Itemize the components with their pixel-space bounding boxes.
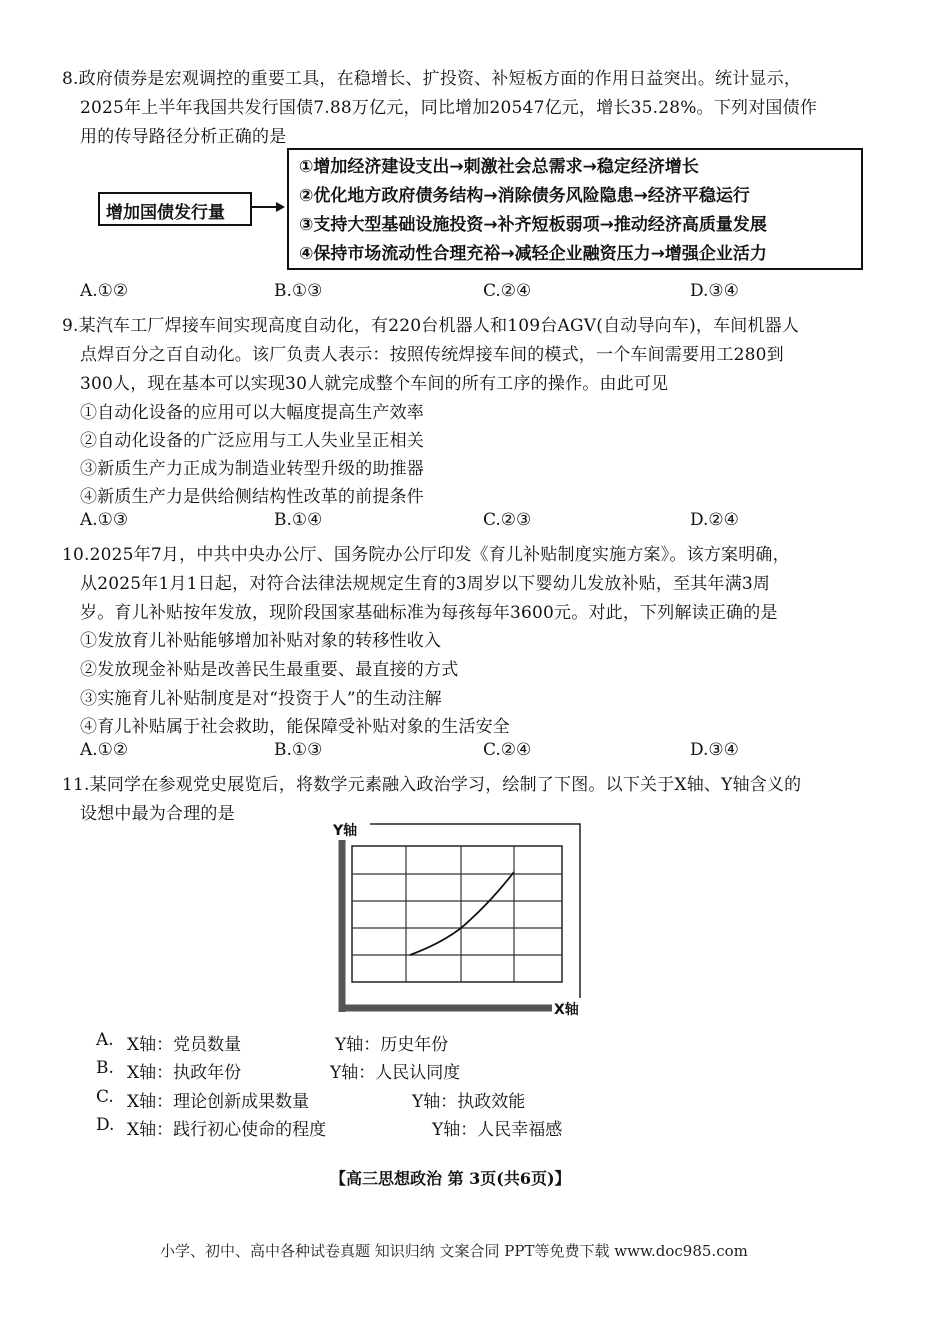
q9-option-b: B.①④ bbox=[274, 510, 323, 530]
q11-option-c-letter: C. bbox=[96, 1087, 114, 1107]
flow-start-label: 增加国债发行量 bbox=[106, 203, 225, 223]
q10-line-3: 岁。育儿补贴按年发放，现阶段国家基础标准为每孩每年3600元。对此，下列解读正确的是 bbox=[80, 603, 778, 623]
q11-option-a-x: X轴：党员数量 bbox=[127, 1035, 242, 1055]
q9-line-3: 300人，现在基本可以实现30人就完成整个车间的所有工序的操作。由此可见 bbox=[80, 374, 669, 394]
flow-path-3: ③支持大型基础设施投资→补齐短板弱项→推动经济高质量发展 bbox=[299, 215, 767, 235]
q9-item-3: ③新质生产力正成为制造业转型升级的助推器 bbox=[80, 459, 424, 479]
q8-line-1: 8.政府债券是宏观调控的重要工具，在稳增长、扩投资、补短板方面的作用日益突出。统计显示， bbox=[62, 69, 802, 89]
q8-option-b: B.①③ bbox=[274, 281, 323, 301]
q9-item-1: ①自动化设备的应用可以大幅度提高生产效率 bbox=[80, 403, 424, 423]
flow-arrow-icon bbox=[250, 198, 286, 216]
q10-line-1: 10.2025年7月，中共中央办公厅、国务院办公厅印发《育儿补贴制度实施方案》。该方案明确， bbox=[62, 545, 790, 565]
q11-option-a-letter: A. bbox=[96, 1030, 114, 1050]
q11-option-c-x: X轴：理论创新成果数量 bbox=[127, 1092, 310, 1112]
q10-item-1: ①发放育儿补贴能够增加补贴对象的转移性收入 bbox=[80, 631, 442, 651]
q9-option-a: A.①③ bbox=[80, 510, 129, 530]
q10-option-a: A.①② bbox=[80, 740, 129, 760]
flow-start-box bbox=[98, 192, 252, 226]
q9-item-4: ④新质生产力是供给侧结构性改革的前提条件 bbox=[80, 487, 424, 507]
flow-path-2: ②优化地方政府债务结构→消除债务风险隐患→经济平稳运行 bbox=[299, 186, 750, 206]
q8-line-3: 用的传导路径分析正确的是 bbox=[80, 127, 287, 147]
q10-option-c: C.②④ bbox=[483, 740, 532, 760]
q10-item-4: ④育儿补贴属于社会救助，能保障受补贴对象的生活安全 bbox=[80, 717, 510, 737]
graph-y-label: Y轴 bbox=[333, 823, 358, 839]
page-footer: 【高三思想政治 第 3页(共6页)】 bbox=[330, 1169, 571, 1188]
graph-x-label: X轴 bbox=[554, 1002, 579, 1018]
ad-banner: 小学、初中、高中各种试卷真题 知识归纳 文案合同 PPT等免费下载 www.doc985.com bbox=[160, 1242, 748, 1260]
q9-item-2: ②自动化设备的广泛应用与工人失业呈正相关 bbox=[80, 431, 424, 451]
q11-line-1: 11.某同学在参观党史展览后，将数学元素融入政治学习，绘制了下图。以下关于X轴、Y轴含义的 bbox=[62, 775, 802, 795]
q11-option-c-y: Y轴：执政效能 bbox=[412, 1092, 526, 1112]
graph-canvas bbox=[330, 820, 590, 1020]
flow-path-4: ④保持市场流动性合理充裕→减轻企业融资压力→增强企业活力 bbox=[299, 244, 767, 264]
flow-paths-box bbox=[287, 148, 863, 270]
q10-item-2: ②发放现金补贴是改善民生最重要、最直接的方式 bbox=[80, 660, 459, 680]
q10-option-b: B.①③ bbox=[274, 740, 323, 760]
q11-option-a-y: Y轴：历史年份 bbox=[335, 1035, 449, 1055]
q9-line-2: 点焊百分之百自动化。该厂负责人表示：按照传统焊接车间的模式，一个车间需要用工280到 bbox=[80, 345, 784, 365]
q11-option-d-y: Y轴：人民幸福感 bbox=[432, 1120, 563, 1140]
q10-line-2: 从2025年1月1日起，对符合法律法规规定生育的3周岁以下婴幼儿发放补贴，至其年满3周 bbox=[80, 574, 771, 594]
q8-option-a: A.①② bbox=[80, 281, 129, 301]
q11-option-d-x: X轴：践行初心使命的程度 bbox=[127, 1120, 327, 1140]
q8-option-c: C.②④ bbox=[483, 281, 532, 301]
q9-option-d: D.②④ bbox=[690, 510, 739, 530]
q11-option-d-letter: D. bbox=[96, 1115, 115, 1135]
q11-option-b-letter: B. bbox=[96, 1058, 114, 1078]
q8-line-2: 2025年上半年我国共发行国债7.88万亿元，同比增加20547亿元，增长35.28%。下列对国债作 bbox=[80, 98, 818, 118]
q10-option-d: D.③④ bbox=[690, 740, 739, 760]
graph-frame bbox=[370, 824, 580, 998]
q11-option-b-y: Y轴：人民认同度 bbox=[330, 1063, 461, 1083]
grid-lines bbox=[352, 846, 562, 982]
grid-border bbox=[352, 846, 562, 982]
q11-option-b-x: X轴：执政年份 bbox=[127, 1063, 242, 1083]
q9-option-c: C.②③ bbox=[483, 510, 532, 530]
flow-path-1: ①增加经济建设支出→刺激社会总需求→稳定经济增长 bbox=[299, 157, 699, 177]
q9-line-1: 9.某汽车工厂焊接车间实现高度自动化，有220台机器人和109台AGV(自动导向车)，车间机器人 bbox=[62, 316, 800, 336]
q8-option-d: D.③④ bbox=[690, 281, 739, 301]
q11-line-2: 设想中最为合理的是 bbox=[80, 804, 235, 824]
graph-curve bbox=[410, 872, 514, 955]
q10-item-3: ③实施育儿补贴制度是对“投资于人”的生动注解 bbox=[80, 689, 442, 709]
